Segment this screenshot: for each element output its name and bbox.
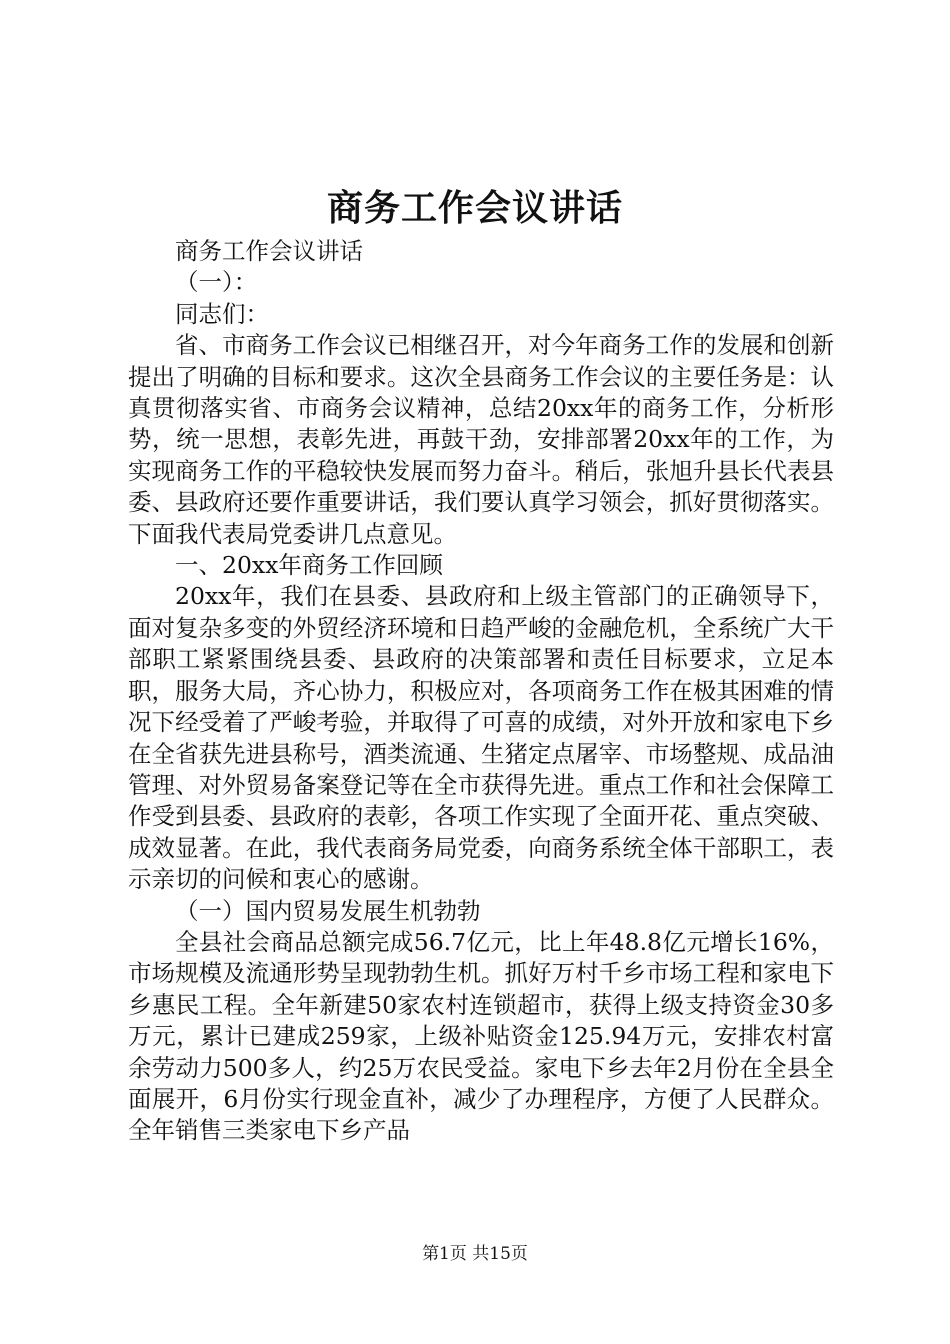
page-footer: 第1页 共15页	[422, 1244, 528, 1264]
subtitle-paragraph: 商务工作会议讲话	[175, 237, 363, 265]
section-marker: （一）：	[175, 268, 258, 297]
review-paragraph: 20xx年，我们在县委、县政府和上级主管部门的正确领导下，面对复杂多变的外贸经济环境和日趋严峻的金融危机，全系统广大干部职工紧紧围绕县委、县政府的决策部署和责任目标要求，立足本职，服务大局，齐心协力，积极应对，各项商务工作在极其困难的情况下经受着了严峻考验，并取得了可喜的成绩，对外开放和家电下乡在全省获先进县称号，酒类流通、生猪定点屠宰、市场整规、成品油管理、对外贸易备案登记等在全市获得先进。重点工作和社会保障工作受到县委、县政府的表彰，各项工作实现了全面开花、重点突破、成效显著。在此，我代表商务局党委，向商务系统全体干部职工，表示亲切的问候和衷心的感谢。	[128, 582, 834, 894]
document-body	[128, 236, 834, 1147]
subsection-heading-domestic-trade: （一）国内贸易发展生机勃勃	[175, 896, 481, 925]
salutation: 同志们：	[175, 299, 269, 328]
domestic-trade-paragraph: 全县社会商品总额完成56.7亿元，比上年48.8亿元增长16%，市场规模及流通形势呈现勃勃生机。抓好万村千乡市场工程和家电下乡惠民工程。全年新建50家农村连锁超市，获得上级支持资金30多万元，累计已建成259家，上级补贴资金125.94万元，安排农村富余劳动力500多人，约25万农民受益。家电下乡去年2月份在全县全面展开，6月份实行现金直补，减少了办理程序，方便了人民群众。全年销售三类家电下乡产品	[128, 927, 834, 1145]
intro-paragraph: 省、市商务工作会议已相继召开，对今年商务工作的发展和创新提出了明确的目标和要求。这次全县商务工作会议的主要任务是：认真贯彻落实省、市商务会议精神，总结20xx年的商务工作，分析形势，统一思想，表彰先进，再鼓干劲，安排部署20xx年的工作，为实现商务工作的平稳较快发展而努力奋斗。稍后，张旭升县长代表县委、县政府还要作重要讲话，我们要认真学习领会，抓好贯彻落实。下面我代表局党委讲几点意见。	[128, 331, 834, 548]
section-heading-review: 一、20xx年商务工作回顾	[175, 551, 443, 580]
document-title: 商务工作会议讲话	[326, 187, 623, 229]
